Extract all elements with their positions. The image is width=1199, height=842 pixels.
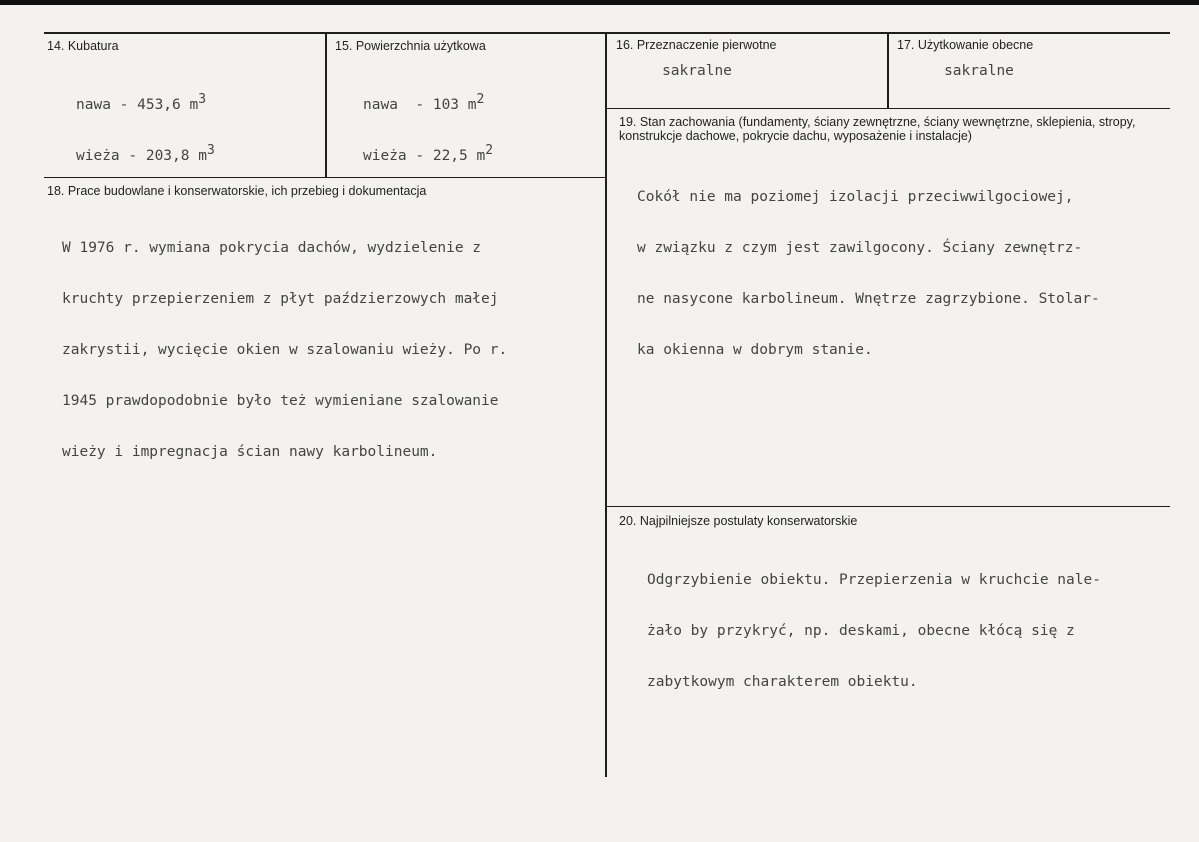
powierzchnia-wieza: wieża - 22,5 $m^2$ <box>363 143 494 164</box>
text-line: zakrystii, wycięcie okien w szalowaniu wieży. Po r. <box>62 342 508 358</box>
field-19-label <box>619 115 1135 143</box>
rule-above-19 <box>606 108 1170 109</box>
field-16-value: sakralne <box>662 63 732 79</box>
field-19-label-line: konstrukcje dachowe, pokrycie dachu, wyposażenie i instalacje) <box>619 129 972 143</box>
text-line: w związku z czym jest zawilgocony. Ściany zewnętrz- <box>637 240 1083 256</box>
text-line: kruchty przepierzeniem z płyt paździerzowych małej <box>62 291 499 307</box>
field-14-value <box>76 63 215 199</box>
text-line: zabytkowym charakterem obiektu. <box>647 674 918 690</box>
field-17-value: sakralne <box>944 63 1014 79</box>
field-18-value <box>62 206 507 495</box>
field-19-value <box>637 155 1100 393</box>
top-rule <box>44 32 1170 34</box>
text-line: ne nasycone karbolineum. Wnętrze zagrzybione. Stolar- <box>637 291 1100 307</box>
divider-14-15 <box>325 33 327 177</box>
kubatura-wieza: wieża - 203,8 $m^3$ <box>76 143 215 164</box>
rule-above-20 <box>606 506 1170 507</box>
text-line: 1945 prawdopodobnie było też wymieniane szalowanie <box>62 393 499 409</box>
powierzchnia-nawa: nawa - 103 $m^2$ <box>363 92 485 113</box>
field-18-label: 18. Prace budowlane i konserwatorskie, ich przebieg i dokumentacja <box>47 184 427 198</box>
scan-top-edge <box>0 0 1199 5</box>
field-15-value <box>363 63 493 199</box>
text-line: W 1976 r. wymiana pokrycia dachów, wydzielenie z <box>62 240 482 256</box>
text-line: żało by przykryć, np. deskami, obecne kłócą się z <box>647 623 1075 639</box>
field-19-label-line: 19. Stan zachowania (fundamenty, ściany zewnętrzne, ściany wewnętrzne, sklepienia, stropy, <box>619 115 1136 129</box>
field-20-label: 20. Najpilniejsze postulaty konserwatorskie <box>619 514 858 528</box>
field-17-label: 17. Użytkowanie obecne <box>897 38 1034 52</box>
kubatura-nawa: nawa - 453,6 $m^3$ <box>76 92 207 113</box>
field-15-label: 15. Powierzchnia użytkowa <box>335 39 486 53</box>
field-16-label: 16. Przeznaczenie pierwotne <box>616 38 777 52</box>
text-line: ka okienna w dobrym stanie. <box>637 342 873 358</box>
divider-left-right <box>605 33 607 777</box>
text-line: Odgrzybienie obiektu. Przepierzenia w kruchcie nale- <box>647 572 1101 588</box>
text-line: wieży i impregnacja ścian nawy karbolineum. <box>62 444 438 460</box>
text-line: Cokół nie ma poziomej izolacji przeciwwilgociowej, <box>637 189 1074 205</box>
field-14-label: 14. Kubatura <box>47 39 119 53</box>
field-20-value <box>647 538 1101 725</box>
